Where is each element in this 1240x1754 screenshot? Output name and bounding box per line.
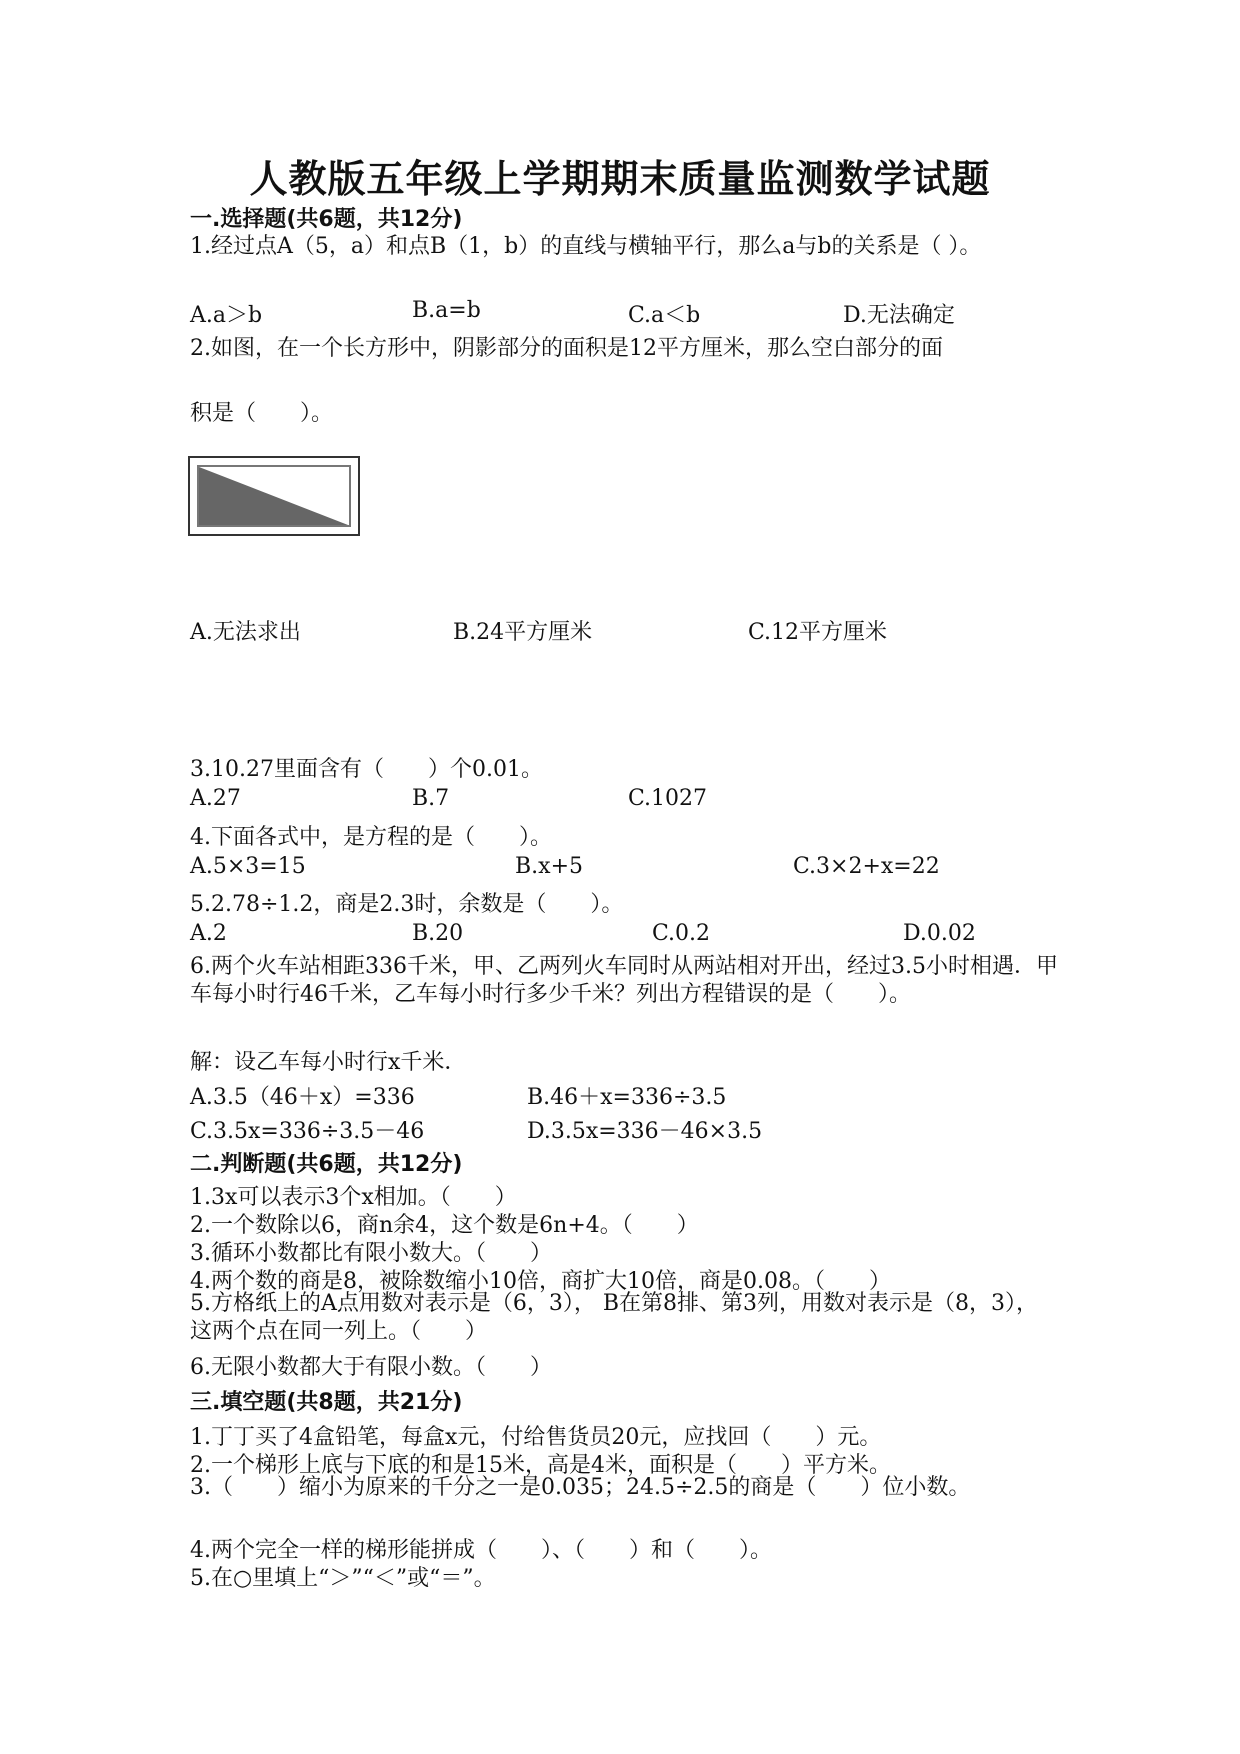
q3-option-a: A.27 <box>190 786 241 811</box>
fill-item-4: 4.两个完全一样的梯形能拼成（ ）、（ ）和（ ）。 <box>190 1538 772 1563</box>
question-5-stem: 5.2.78÷1.2，商是2.3时，余数是（ ）。 <box>190 892 624 917</box>
judgment-item-4: 4.两个数的商是8，被除数缩小10倍，商扩大10倍，商是0.08。（ ） <box>190 1269 891 1294</box>
judgment-item-3: 3.循环小数都比有限小数大。（ ） <box>190 1241 552 1266</box>
judgment-item-6: 6.无限小数都大于有限小数。（ ） <box>190 1355 552 1380</box>
fill-item-3: 3.（ ）缩小为原来的千分之一是0.035；24.5÷2.5的商是（ ）位小数。 <box>190 1475 971 1500</box>
question-4-stem: 4.下面各式中，是方程的是（ ）。 <box>190 825 552 850</box>
judgment-item-5: 5.方格纸上的A点用数对表示是（6，3）， B在第8排、第3列，用数对表示是（8，3），这两个点在同一列上。（ ） <box>190 1291 1039 1344</box>
question-2-stem-line1: 2.如图，在一个长方形中，阴影部分的面积是12平方厘米，那么空白部分的面 <box>190 336 943 361</box>
fill-item-1: 1.丁丁买了4盒铅笔，每盒x元，付给售货员20元，应找回（ ）元。 <box>190 1425 882 1450</box>
judgment-item-1: 1.3x可以表示3个x相加。（ ） <box>190 1185 517 1210</box>
question-3-stem: 3.10.27里面含有（ ）个0.01。 <box>190 757 543 782</box>
figure-drawing <box>190 458 358 534</box>
question-6-solution: 解：设乙车每小时行x千米． <box>190 1050 467 1075</box>
q2-option-b: B.24平方厘米 <box>453 620 593 645</box>
q4-option-c: C.3×2+x=22 <box>793 854 940 879</box>
shaded-triangle <box>199 467 348 525</box>
q1-option-b: B.a=b <box>412 298 481 323</box>
question-2-stem-line2: 积是（ ）。 <box>190 401 334 426</box>
q2-option-a: A.无法求出 <box>190 620 301 645</box>
q2-option-c: C.12平方厘米 <box>748 620 888 645</box>
q3-option-b: B.7 <box>412 786 450 811</box>
q5-option-d: D.0.02 <box>903 921 976 946</box>
rectangle-triangle-figure <box>188 456 360 536</box>
judgment-item-2: 2.一个数除以6，商n余4，这个数是6n+4。（ ） <box>190 1213 699 1238</box>
section-heading-choice: 一.选择题(共6题，共12分) <box>190 207 463 232</box>
q1-option-d: D.无法确定 <box>843 303 955 328</box>
q5-option-c: C.0.2 <box>652 921 711 946</box>
q5-option-b: B.20 <box>412 921 464 946</box>
section-heading-judgment: 二.判断题(共6题，共12分) <box>190 1152 463 1177</box>
q1-option-c: C.a＜b <box>628 303 701 328</box>
q6-option-b: B.46＋x=336÷3.5 <box>527 1085 727 1110</box>
q4-option-b: B.x+5 <box>515 854 583 879</box>
question-1-stem: 1.经过点A（5，a）和点B（1，b）的直线与横轴平行，那么a与b的关系是（ ）。 <box>190 234 982 259</box>
q6-option-c: C.3.5x=336÷3.5－46 <box>190 1119 425 1144</box>
q6-option-d: D.3.5x=336－46×3.5 <box>527 1119 763 1144</box>
fill-item-2: 2.一个梯形上底与下底的和是15米，高是4米，面积是（ ）平方米。 <box>190 1453 891 1478</box>
page-title: 人教版五年级上学期期末质量监测数学试题 <box>249 156 991 201</box>
q6-option-a: A.3.5（46＋x）=336 <box>190 1085 415 1110</box>
q4-option-a: A.5×3=15 <box>190 854 306 879</box>
section-heading-fill-blank: 三.填空题(共8题，共21分) <box>190 1390 463 1415</box>
q5-option-a: A.2 <box>190 921 227 946</box>
q1-option-a: A.a＞b <box>190 303 263 328</box>
q3-option-c: C.1027 <box>628 786 708 811</box>
fill-item-5: 5.在○里填上“＞”“＜”或“＝”。 <box>190 1566 496 1591</box>
question-6-stem: 6.两个火车站相距336千米，甲、乙两列火车同时从两站相对开出，经过3.5小时相遇．甲车每小时行46千米，乙车每小时行多少千米？列出方程错误的是（ ）。 <box>190 954 1058 1007</box>
